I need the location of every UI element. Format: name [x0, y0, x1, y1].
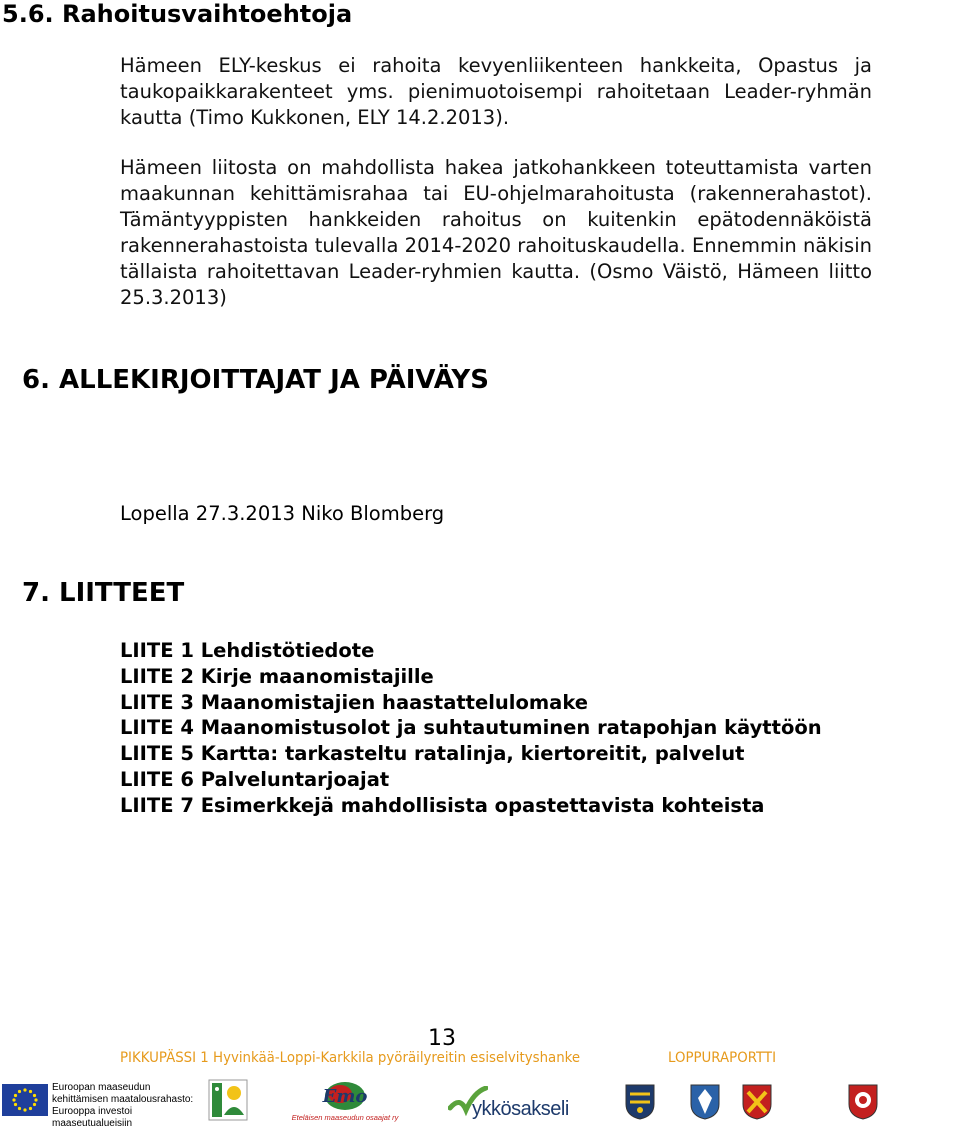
- eu-fund-line: Euroopan maaseudun: [52, 1082, 151, 1093]
- footer-project-title: PIKKUPÄSSI 1 Hyvinkää-Loppi-Karkkila pyöräilyreitin esiselvityshanke: [120, 1050, 581, 1066]
- eu-flag-logo: [2, 1084, 48, 1116]
- attachment-item: LIITE 5 Kartta: tarkasteltu ratalinja, kiertoreitit, palvelut: [120, 742, 745, 766]
- paragraph-hame-funding: Hämeen liitosta on mahdollista hakea jatkohankkeen toteuttamista varten maakunnan kehittämisrahaa tai EU-ohjelmarahoitusta (rakennerahastot). Tämäntyyppisten hankkeiden rahoitus on kuitenkin epätodennäköistä rakennerahastoista tulevalla 2014-2020 rahoituskaudella. Ennemmin näkisin tällaista rahoitettavan Leader-ryhmien kautta. (Osmo Väistö, Hämeen liitto 25.3.2013): [120, 156, 872, 309]
- coat-of-arms-icon: [690, 1084, 720, 1120]
- attachment-item: LIITE 6 Palveluntarjoajat: [120, 767, 390, 791]
- page-number: 13: [428, 1026, 456, 1051]
- coat-of-arms-icon: [848, 1084, 878, 1120]
- section-heading-attachments: 7. LIITTEET: [22, 578, 185, 608]
- coat-of-arms-icon: [742, 1084, 772, 1120]
- eu-fund-line: kehittämisen maatalousrahasto:: [52, 1094, 194, 1105]
- footer-report-label: LOPPURAPORTTI: [668, 1050, 777, 1066]
- footer-logo-strip: [0, 1076, 960, 1129]
- attachment-item: LIITE 7 Esimerkkejä mahdollisista opastettavista kohteista: [120, 793, 765, 817]
- svg-text:Emo: Emo: [322, 1086, 368, 1107]
- attachment-item: LIITE 3 Maanomistajien haastattelulomake: [120, 690, 589, 714]
- signature-line: Lopella 27.3.2013 Niko Blomberg: [120, 502, 445, 525]
- leader-logo: [208, 1079, 248, 1121]
- coat-of-arms-icon: [625, 1084, 655, 1120]
- eu-fund-text: [52, 1082, 202, 1130]
- emo-caption: Eteläisen maaseudun osaajat ry: [291, 1113, 399, 1122]
- attachment-list: [120, 638, 860, 819]
- ykkosakseli-logo: ykkösakseli: [472, 1098, 569, 1120]
- section-heading-signers: 6. ALLEKIRJOITTAJAT JA PÄIVÄYS: [22, 365, 489, 395]
- attachment-item: LIITE 4 Maanomistusolot ja suhtautuminen ratapohjan käyttöön: [120, 716, 822, 740]
- section-heading-rahoitus: 5.6. Rahoitusvaihtoehtoja: [2, 0, 353, 28]
- paragraph-ely-funding: Hämeen ELY-keskus ei rahoita kevyenliikenteen hankkeita, Opastus ja taukopaikkarakenteet yms. pienimuotoisempi rahoitetaan Leader-ryhmän kautta (Timo Kukkonen, ELY 14.2.2013).: [120, 54, 872, 129]
- attachment-item: LIITE 1 Lehdistötiedote: [120, 639, 375, 662]
- eu-fund-line: Eurooppa investoi maaseutualueisiin: [52, 1106, 133, 1129]
- attachment-item: LIITE 2 Kirje maanomistajille: [120, 664, 434, 688]
